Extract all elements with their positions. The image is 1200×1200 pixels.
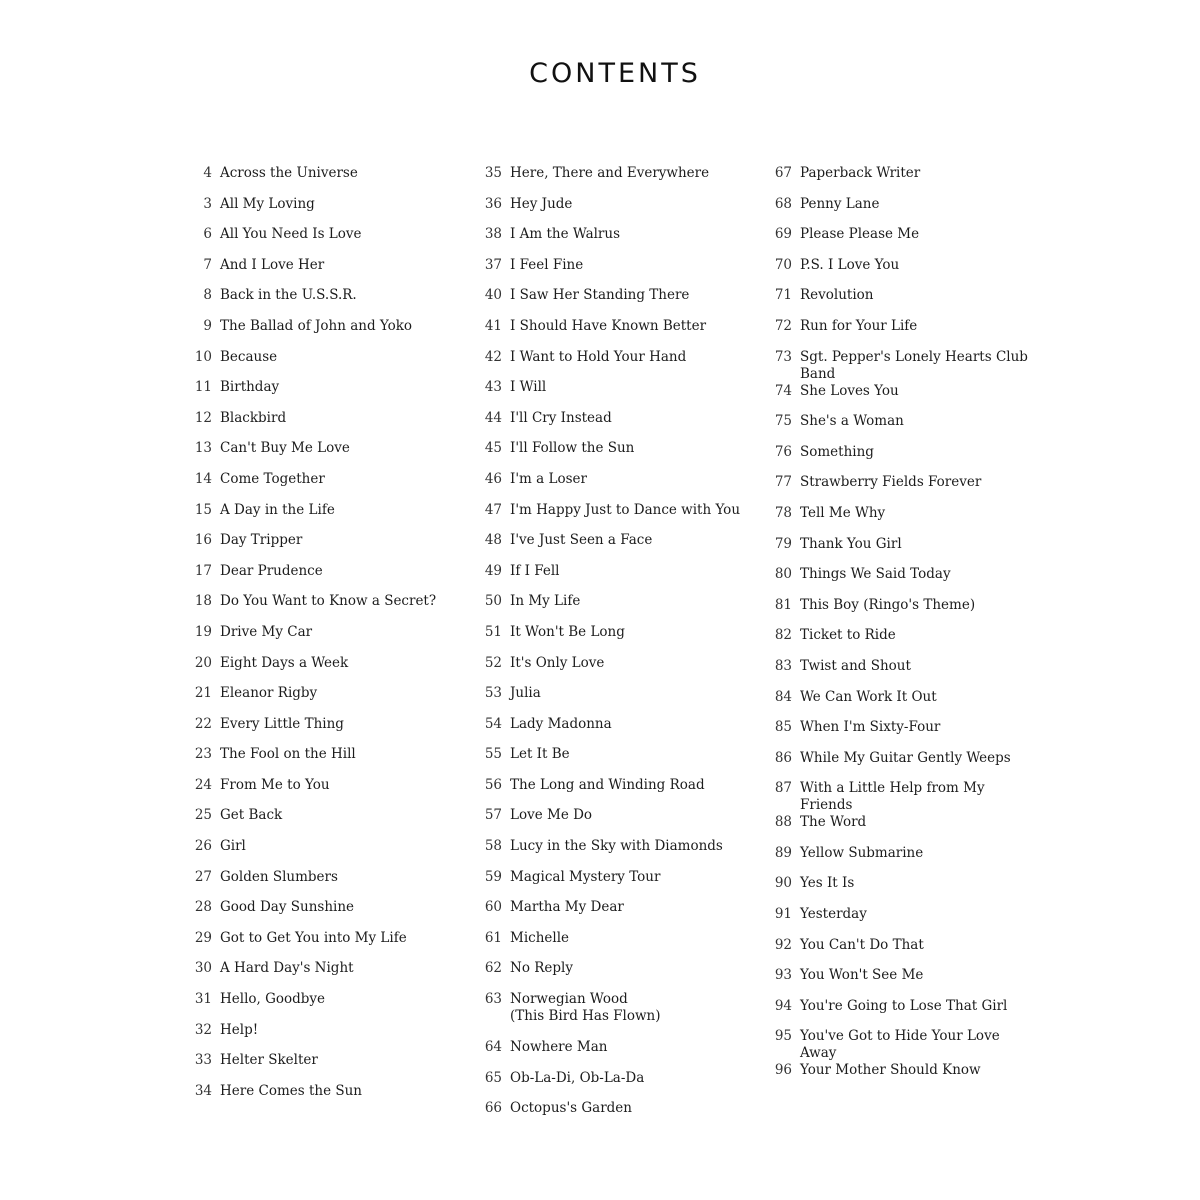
toc-entry	[180, 287, 450, 318]
toc-entry	[180, 593, 450, 624]
toc-entry	[760, 165, 1040, 196]
toc-song-title: Yesterday	[800, 906, 867, 923]
toc-entry	[180, 838, 450, 869]
toc-entry	[470, 196, 760, 227]
toc-song-title: Get Back	[220, 807, 283, 824]
toc-page-number: 86	[774, 749, 792, 766]
toc-entry	[760, 383, 1040, 414]
toc-entry	[470, 287, 760, 318]
toc-entry	[470, 746, 760, 777]
toc-page-number: 94	[774, 997, 792, 1014]
toc-page-number: 41	[484, 317, 502, 334]
toc-page-number: 45	[484, 440, 502, 457]
toc-entry	[180, 1083, 450, 1114]
toc-song-title: Tell Me Why	[800, 504, 886, 521]
toc-song-title: Run for Your Life	[800, 317, 918, 334]
toc-entry	[760, 967, 1040, 998]
toc-entry	[760, 937, 1040, 968]
toc-song-title: Thank You Girl	[800, 535, 902, 552]
toc-page-number: 9	[203, 317, 212, 334]
toc-song-title: Hello, Goodbye	[220, 991, 326, 1008]
toc-song-title: Can't Buy Me Love	[220, 440, 350, 457]
toc-song-title: Eight Days a Week	[220, 654, 349, 671]
page-title: CONTENTS	[529, 58, 701, 89]
toc-page-number: 6	[203, 226, 212, 243]
toc-entry	[470, 838, 760, 869]
toc-song-title: This Boy (Ringo's Theme)	[800, 596, 976, 613]
toc-song-title: Something	[800, 443, 874, 460]
toc-song-title: I Am the Walrus	[510, 226, 621, 243]
toc-entry	[180, 440, 450, 471]
toc-entry	[470, 899, 760, 930]
toc-song-title: I'm Happy Just to Dance with You	[510, 501, 741, 518]
toc-page-number: 70	[774, 256, 792, 273]
toc-entry	[470, 960, 760, 991]
toc-page-number: 93	[774, 967, 792, 984]
toc-page-number: 13	[194, 440, 212, 457]
toc-page-number: 54	[484, 715, 502, 732]
toc-page-number: 65	[484, 1069, 502, 1086]
toc-song-title: From Me to You	[220, 776, 330, 793]
toc-song-title: Every Little Thing	[220, 715, 344, 732]
toc-song-title: You Can't Do That	[800, 936, 924, 953]
toc-page-number: 29	[194, 929, 212, 946]
toc-entry	[760, 814, 1040, 845]
toc-page-number: 23	[194, 746, 212, 763]
toc-page-number: 64	[484, 1039, 502, 1056]
toc-page-number: 35	[484, 165, 502, 181]
toc-page-number: 10	[194, 348, 212, 365]
toc-page-number: 82	[774, 627, 792, 644]
toc-entry	[470, 349, 760, 380]
toc-song-title: We Can Work It Out	[800, 688, 937, 705]
toc-song-title: Across the Universe	[220, 165, 358, 181]
toc-entry	[470, 471, 760, 502]
toc-entry	[180, 655, 450, 686]
toc-page-number: 28	[194, 899, 212, 916]
toc-page-number: 60	[484, 899, 502, 916]
toc-entry	[760, 845, 1040, 876]
toc-page-number: 89	[774, 844, 792, 861]
toc-entry	[470, 685, 760, 716]
toc-entry	[470, 777, 760, 808]
toc-entry	[180, 685, 450, 716]
toc-entry	[470, 165, 760, 196]
toc-entry	[470, 593, 760, 624]
toc-page-number: 18	[194, 593, 212, 610]
toc-entry	[470, 930, 760, 961]
toc-entry	[180, 991, 450, 1022]
toc-page-number: 80	[774, 566, 792, 583]
toc-page-number: 20	[194, 654, 212, 671]
toc-entry	[760, 196, 1040, 227]
toc-song-title: Golden Slumbers	[220, 868, 338, 885]
toc-page-number: 16	[194, 532, 212, 549]
toc-song-title: Michelle	[510, 929, 570, 946]
toc-song-title: Let It Be	[510, 746, 570, 763]
toc-page-number: 72	[774, 317, 792, 334]
toc-page-number: 8	[203, 287, 212, 304]
toc-page-number: 68	[774, 195, 792, 212]
toc-song-title: She Loves You	[800, 382, 899, 399]
toc-entry	[180, 624, 450, 655]
toc-entry	[760, 287, 1040, 318]
toc-page-number: 24	[194, 776, 212, 793]
toc-entry	[760, 875, 1040, 906]
toc-page-number: 22	[194, 715, 212, 732]
toc-entry	[760, 689, 1040, 720]
toc-entry	[470, 1039, 760, 1070]
toc-entry	[180, 196, 450, 227]
toc-entry	[180, 532, 450, 563]
toc-entry	[180, 349, 450, 380]
toc-entry	[470, 257, 760, 288]
toc-page-number: 62	[484, 960, 502, 977]
toc-song-title: Paperback Writer	[800, 165, 921, 181]
toc-page-number: 76	[774, 443, 792, 460]
toc-song-title: Drive My Car	[220, 623, 313, 640]
toc-entry	[180, 563, 450, 594]
toc-entry	[470, 655, 760, 686]
toc-song-title: Yellow Submarine	[800, 844, 924, 861]
toc-page-number: 85	[774, 719, 792, 736]
toc-page-number: 58	[484, 838, 502, 855]
toc-song-title: The Long and Winding Road	[510, 776, 705, 793]
toc-page-number: 53	[484, 685, 502, 702]
toc-song-title: And I Love Her	[220, 256, 325, 273]
toc-song-title: Back in the U.S.S.R.	[220, 287, 357, 304]
toc-entry	[180, 502, 450, 533]
toc-page-number: 78	[774, 504, 792, 521]
toc-song-title: Lady Madonna	[510, 715, 612, 732]
toc-entry	[760, 505, 1040, 536]
toc-entry	[760, 1028, 1040, 1062]
toc-song-title: The Ballad of John and Yoko	[220, 317, 413, 334]
toc-page-number: 33	[194, 1052, 212, 1069]
toc-page-number: 51	[484, 623, 502, 640]
toc-page-number: 43	[484, 379, 502, 396]
toc-song-title: I Feel Fine	[510, 256, 584, 273]
toc-song-title: No Reply	[510, 960, 573, 977]
toc-entry	[180, 807, 450, 838]
toc-song-title: I Saw Her Standing There	[510, 287, 690, 304]
toc-song-title: Hey Jude	[510, 195, 573, 212]
toc-page-number: 14	[194, 470, 212, 487]
toc-entry	[760, 536, 1040, 567]
toc-song-title: Please Please Me	[800, 226, 920, 243]
toc-page-number: 79	[774, 535, 792, 552]
toc-page-number: 27	[194, 868, 212, 885]
toc-page-number: 30	[194, 960, 212, 977]
toc-entry	[760, 906, 1040, 937]
toc-song-title: Birthday	[220, 379, 280, 396]
toc-song-title: Help!	[220, 1021, 259, 1038]
toc-entry	[470, 716, 760, 747]
toc-page-number: 69	[774, 226, 792, 243]
toc-page-number: 95	[774, 1028, 792, 1045]
toc-entry	[760, 1062, 1040, 1093]
toc-entry	[180, 1022, 450, 1053]
toc-entry	[470, 440, 760, 471]
toc-song-title: All My Loving	[220, 195, 315, 212]
toc-entry	[760, 474, 1040, 505]
toc-page-number: 75	[774, 413, 792, 430]
toc-song-title: Yes It Is	[800, 875, 855, 892]
toc-song-title: Nowhere Man	[510, 1039, 608, 1056]
toc-page-number: 52	[484, 654, 502, 671]
toc-page-number: 3	[203, 195, 212, 212]
toc-entry	[760, 226, 1040, 257]
toc-entry	[760, 597, 1040, 628]
toc-song-title: Eleanor Rigby	[220, 685, 318, 702]
toc-page-number: 59	[484, 868, 502, 885]
toc-page-number: 34	[194, 1082, 212, 1099]
toc-song-title: Penny Lane	[800, 195, 880, 212]
toc-song-title: Your Mother Should Know	[800, 1062, 981, 1079]
toc-song-title: Octopus's Garden	[510, 1100, 632, 1117]
toc-page-number: 15	[194, 501, 212, 518]
toc-entry	[760, 349, 1040, 383]
toc-entry	[760, 566, 1040, 597]
toc-entry	[760, 998, 1040, 1029]
toc-entry	[470, 807, 760, 838]
toc-song-title: It's Only Love	[510, 654, 605, 671]
toc-entry	[470, 1100, 760, 1131]
toc-page-number: 74	[774, 382, 792, 399]
toc-page-number: 46	[484, 470, 502, 487]
toc-song-title: Sgt. Pepper's Lonely Hearts Club Band	[800, 348, 1028, 382]
toc-page-number: 47	[484, 501, 502, 518]
toc-entry	[180, 379, 450, 410]
toc-song-title: Strawberry Fields Forever	[800, 474, 982, 491]
toc-entry	[180, 777, 450, 808]
toc-song-title: You Won't See Me	[800, 967, 924, 984]
toc-song-title: Good Day Sunshine	[220, 899, 355, 916]
toc-entry	[180, 410, 450, 441]
toc-page-number: 19	[194, 623, 212, 640]
toc-page-number: 55	[484, 746, 502, 763]
toc-page-number: 26	[194, 838, 212, 855]
toc-song-title: Because	[220, 348, 278, 365]
toc-entry	[180, 960, 450, 991]
toc-song-title: Ob-La-Di, Ob-La-Da	[510, 1069, 645, 1086]
toc-page-number: 31	[194, 991, 212, 1008]
toc-song-title: I Should Have Known Better	[510, 317, 707, 334]
toc-entry	[470, 563, 760, 594]
toc-song-title: Here Comes the Sun	[220, 1082, 363, 1099]
toc-song-title: With a Little Help from My Friends	[800, 780, 985, 814]
toc-entry	[180, 1052, 450, 1083]
toc-page-number: 4	[203, 165, 212, 181]
toc-song-title: The Word	[800, 814, 867, 831]
toc-page-number: 48	[484, 532, 502, 549]
toc-entry	[470, 869, 760, 900]
toc-column-1	[180, 165, 450, 1113]
toc-entry	[180, 318, 450, 349]
toc-entry	[180, 899, 450, 930]
toc-song-title: Lucy in the Sky with Diamonds	[510, 838, 723, 855]
toc-entry	[180, 746, 450, 777]
toc-page-number: 44	[484, 409, 502, 426]
toc-page-number: 11	[194, 379, 212, 396]
toc-column-2	[470, 165, 760, 1131]
toc-entry	[760, 318, 1040, 349]
toc-song-title: The Fool on the Hill	[220, 746, 356, 763]
toc-song-title: I'm a Loser	[510, 470, 587, 487]
toc-entry	[180, 716, 450, 747]
toc-song-title: If I Fell	[510, 562, 560, 579]
toc-song-title: Day Tripper	[220, 532, 303, 549]
toc-entry	[180, 257, 450, 288]
toc-song-title: Helter Skelter	[220, 1052, 318, 1069]
toc-entry	[180, 165, 450, 196]
toc-page-number: 63	[484, 991, 502, 1008]
toc-song-title: In My Life	[510, 593, 581, 610]
toc-page-number: 36	[484, 195, 502, 212]
toc-song-title: Love Me Do	[510, 807, 593, 824]
toc-entry	[760, 413, 1040, 444]
toc-page-number: 90	[774, 875, 792, 892]
toc-song-title: You're Going to Lose That Girl	[800, 997, 1008, 1014]
toc-page-number: 38	[484, 226, 502, 243]
toc-song-title: I Want to Hold Your Hand	[510, 348, 687, 365]
toc-entry	[760, 627, 1040, 658]
toc-entry	[760, 719, 1040, 750]
toc-page-number: 50	[484, 593, 502, 610]
toc-song-title: I Will	[510, 379, 547, 396]
toc-song-title: Got to Get You into My Life	[220, 929, 407, 946]
toc-entry	[760, 444, 1040, 475]
toc-song-title: Ticket to Ride	[800, 627, 896, 644]
toc-song-title: Twist and Shout	[800, 657, 911, 674]
toc-song-title: A Day in the Life	[220, 501, 335, 518]
toc-song-title: You've Got to Hide Your Love Away	[800, 1028, 1000, 1062]
toc-entry	[760, 257, 1040, 288]
toc-page-number: 66	[484, 1100, 502, 1117]
toc-entry	[470, 318, 760, 349]
toc-entry	[180, 930, 450, 961]
toc-page-number: 81	[774, 596, 792, 613]
toc-entry	[470, 624, 760, 655]
toc-song-title: Blackbird	[220, 409, 287, 426]
toc-song-title: Come Together	[220, 470, 325, 487]
toc-entry	[760, 780, 1040, 814]
toc-page-number: 67	[774, 165, 792, 181]
toc-page-number: 57	[484, 807, 502, 824]
toc-song-title: Things We Said Today	[800, 566, 951, 583]
toc-song-title: P.S. I Love You	[800, 256, 900, 273]
toc-entry	[760, 750, 1040, 781]
toc-page-number: 17	[194, 562, 212, 579]
toc-page-number: 88	[774, 814, 792, 831]
toc-page-number: 40	[484, 287, 502, 304]
toc-entry	[470, 226, 760, 257]
toc-page-number: 7	[203, 256, 212, 273]
toc-song-title: I'll Follow the Sun	[510, 440, 635, 457]
toc-page-number: 71	[774, 287, 792, 304]
toc-page-number: 32	[194, 1021, 212, 1038]
toc-song-title: Revolution	[800, 287, 874, 304]
toc-entry	[470, 410, 760, 441]
toc-page-number: 92	[774, 936, 792, 953]
toc-page-number: 87	[774, 780, 792, 797]
toc-page-number: 73	[774, 348, 792, 365]
toc-song-title: She's a Woman	[800, 413, 904, 430]
toc-page-number: 21	[194, 685, 212, 702]
toc-page-number: 37	[484, 256, 502, 273]
toc-entry	[180, 226, 450, 257]
toc-song-title: All You Need Is Love	[220, 226, 362, 243]
toc-entry	[470, 379, 760, 410]
toc-page-number: 42	[484, 348, 502, 365]
toc-entry	[470, 532, 760, 563]
toc-song-title: Dear Prudence	[220, 562, 323, 579]
toc-page-number: 91	[774, 906, 792, 923]
toc-song-title: While My Guitar Gently Weeps	[800, 749, 1011, 766]
toc-entry	[470, 991, 760, 1039]
toc-song-title: Magical Mystery Tour	[510, 868, 661, 885]
toc-page-number: 83	[774, 657, 792, 674]
toc-song-title: A Hard Day's Night	[220, 960, 354, 977]
toc-entry	[760, 658, 1040, 689]
toc-entry	[470, 502, 760, 533]
toc-song-title: Do You Want to Know a Secret?	[220, 593, 437, 610]
toc-page-number: 49	[484, 562, 502, 579]
toc-column-3	[760, 165, 1040, 1093]
toc-entry	[180, 471, 450, 502]
toc-page-number: 61	[484, 929, 502, 946]
toc-page-number: 96	[774, 1062, 792, 1079]
toc-song-title: Girl	[220, 838, 246, 855]
toc-song-title: It Won't Be Long	[510, 623, 625, 640]
toc-song-title: Martha My Dear	[510, 899, 624, 916]
toc-entry	[180, 869, 450, 900]
toc-song-title: Norwegian Wood (This Bird Has Flown)	[510, 991, 661, 1025]
toc-page-number: 84	[774, 688, 792, 705]
toc-page-number: 25	[194, 807, 212, 824]
toc-song-title: Julia	[510, 685, 541, 702]
toc-song-title: Here, There and Everywhere	[510, 165, 710, 181]
toc-page-number: 12	[194, 409, 212, 426]
toc-page-number: 56	[484, 776, 502, 793]
toc-song-title: I've Just Seen a Face	[510, 532, 653, 549]
toc-song-title: I'll Cry Instead	[510, 409, 612, 426]
toc-page-number: 77	[774, 474, 792, 491]
toc-song-title: When I'm Sixty-Four	[800, 719, 941, 736]
toc-entry	[470, 1070, 760, 1101]
